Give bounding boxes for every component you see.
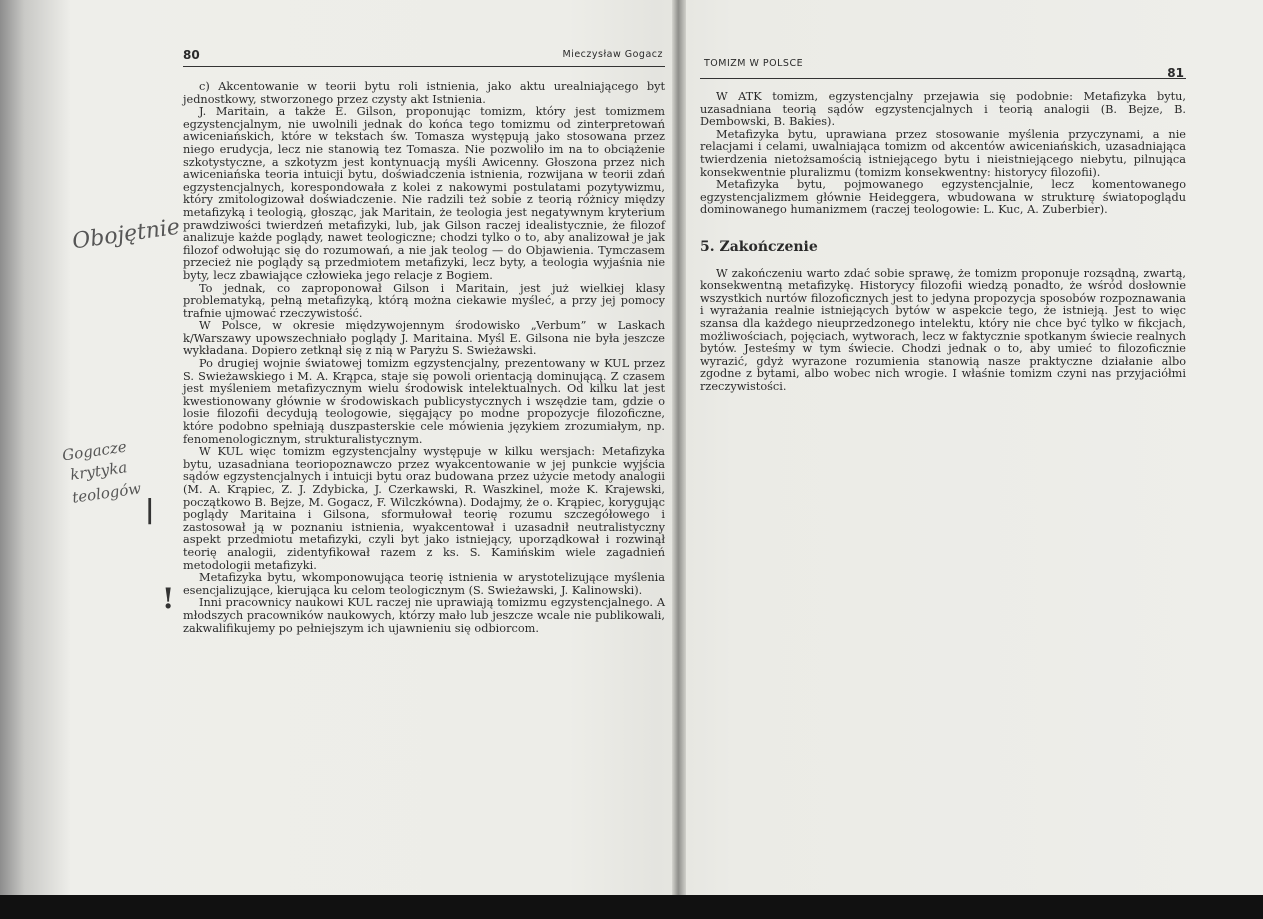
margin-note: Obojętnie bbox=[70, 214, 182, 255]
right-page bbox=[700, 52, 1186, 393]
right-running-head: TOMIZM W POLSCE bbox=[704, 58, 804, 69]
scan-bottom-border bbox=[0, 895, 1263, 919]
left-running-head: Mieczysław Gogacz bbox=[562, 49, 663, 60]
left-page-body bbox=[183, 81, 665, 635]
left-paragraph: J. Maritain, a także E. Gilson, proponując tomizm, który jest tomizmem egzystencjalnym, nie uwolnili jednak do końca tego tomizmu od zinterpretowań awiceniańskich, które w tekstach św. Tomasza występują jako stosowana przez niego erudycja, lecz nie stanowią tez Tomasza. Nie pozwoliło im na to obciążenie szkotystyczne, a szkotyzm jest kontynuacją myśli Awicenny. Głoszona przez nich awiceniańska teoria intuicji bytu, doświadczenia istnienia, rozwijana w teorii zdań egzystencjalnych, korespondowała z kolei z nakowymi postulatami pozytywizmu, który zmitologizował doświadczenie. Nie radzili też sobie z teorią różnicy między metafizyką i teologią, głosząc, jak Maritain, że teologia jest negatywnym kryterium prawdziwości twierdzeń metafizyki, lub, jak Gilson raczej idealistycznie, że filozof analizuje każde poglądy, nawet teologiczne; chodzi tylko o to, aby analizował je jak filozof odwołując się do rozumowań, a nie jak teolog — do Objawienia. Tymczasem przecież nie poglądy są przedmiotem metafizyki, lecz byty, a teologia wyjaśnia nie byty, lecz zbawiające człowieka jego relacje z Bogiem. bbox=[183, 105, 665, 282]
left-page bbox=[183, 40, 665, 635]
section-title: 5. Zakończenie bbox=[700, 238, 818, 255]
book-edge-shadow bbox=[0, 0, 70, 895]
margin-note: teologów bbox=[71, 479, 143, 507]
left-page-number: 80 bbox=[183, 48, 200, 62]
left-page-header bbox=[183, 40, 665, 67]
left-paragraph: W KUL więc tomizm egzystencjalny występuje w kilku wersjach: Metafizyka bytu, uzasadniana teoriopoznawczo przez wyakcentowanie w jej punkcie wyjścia sądów egzystencjalnych i intuicji bytu oraz budowana przez użycie metody analogii (M. A. Krąpiec, Z. J. Zdybicka, J. Czerkawski, R. Waszkinel, może K. Krajewski, początkowo B. Bejze, M. Gogacz, F. Wilczkówna). Dodajmy, że o. Krąpiec, korygując poglądy Maritaina i Gilsona, sformułował teorię rozumu szczegółowego i zastosował ją w poznaniu istnienia, wyakcentował i uzasadnił neutralistyczny aspekt przedmiotu metafizyki, czyli byt jako istniejący, uporządkował i rozwinął teorię analogii, zidentyfikował razem z ks. S. Kamińskim wiele zagadnień metodologii metafizyki. bbox=[183, 445, 665, 572]
left-paragraph: Inni pracownicy naukowi KUL raczej nie uprawiają tomizmu egzystencjalnego. A młodszych pracowników naukowych, którzy mało lub jeszcze wcale nie publikowali, zakwalifikujemy po pełniejszym ich ujawnieniu się odbiorcom. bbox=[183, 596, 665, 635]
right-paragraph: Metafizyka bytu, pojmowanego egzystencjalnie, lecz komentowanego egzystencjalizmem głównie Heideggera, wbudowana w strukturę światopoglądu dominowanego humanizmem (raczej teologowie: L. Kuc, A. Zuberbier). bbox=[700, 178, 1186, 217]
right-paragraph: W ATK tomizm, egzystencjalny przejawia się podobnie: Metafizyka bytu, uzasadniana teorią sądów egzystencjalnych i teorią analogii (B. Bejze, B. Dembowski, B. Bakies). bbox=[700, 90, 1186, 129]
left-paragraph: W Polsce, w okresie międzywojennym środowisko „Verbum” w Laskach k/Warszawy upowszechniało poglądy J. Maritaina. Myśl E. Gilsona nie była jeszcze wykładana. Dopiero zetknął się z nią w Paryżu S. Swieżawski. bbox=[183, 319, 665, 358]
margin-bar-mark: | bbox=[145, 495, 155, 525]
margin-exclamation-mark: ! bbox=[162, 582, 175, 615]
margin-note: krytyka bbox=[69, 458, 129, 484]
left-paragraph: Po drugiej wojnie światowej tomizm egzystencjalny, prezentowany w KUL przez S. Swieżawskiego i M. A. Krąpca, staje się powoli orientacją dominującą. Z czasem jest myśleniem metafizycznym wielu środowisk intelektualnych. Od kilku lat jest kwestionowany głównie w środowiskach publicystycznych i wszędzie tam, gdzie o losie filozofii decydują teologowie, sięgający po modne propozycje filozoficzne, które podobno spełniają duszpasterskie cele mówienia językiem zrozumiałym, np. fenomenologicznym, strukturalistycznym. bbox=[183, 357, 665, 446]
left-paragraph: c) Akcentowanie w teorii bytu roli istnienia, jako aktu urealniającego byt jednostkowy, stworzonego przez czysty akt Istnienia. bbox=[183, 80, 665, 106]
book-gutter bbox=[672, 0, 686, 895]
right-page-body bbox=[700, 91, 1186, 393]
right-paragraph: W zakończeniu warto zdać sobie sprawę, że tomizm proponuje rozsądną, zwartą, konsekwentną metafizykę. Historycy filozofii wiedzą ponadto, że wśród dosłownie wszystkich nurtów filozoficznych jest to jedyna propozycja sposobów rozpoznawania i wyrażania realnie istniejących bytów w aspekcie tego, że istnieją. Jest to więc szansa dla każdego nieuprzedzonego intelektu, który nie chce być tylko w fikcjach, możliwościach, pojęciach, wytworach, lecz w faktycznie spotkanym świecie realnych bytów. Jesteśmy w tym świecie. Chodzi jednak o to, aby umieć to filozoficznie wyrazić, gdyż wyrazone rozumienia stanowią nasze praktyczne działanie albo zgodne z bytami, albo wobec nich wrogie. I właśnie tomizm czyni nas przyjaciółmi rzeczywistości. bbox=[700, 266, 1186, 393]
left-paragraph: To jednak, co zaproponował Gilson i Maritain, jest już wielkiej klasy problematyką, pełną metafizyką, którą można ciekawie myśleć, a przy jej pomocy trafnie ujmować rzeczywistość. bbox=[183, 281, 665, 320]
left-paragraph: Metafizyka bytu, wkomponowująca teorię istnienia w arystotelizujące myślenia esencjalizujące, kierująca ku celom teologicznym (S. Swieżawski, J. Kalinowski). bbox=[183, 571, 665, 597]
right-page-number: 81 bbox=[1167, 66, 1184, 80]
right-page-header bbox=[700, 52, 1186, 79]
margin-note: Gogacze bbox=[61, 437, 128, 465]
right-paragraph: Metafizyka bytu, uprawiana przez stosowanie myślenia przyczynami, a nie relacjami i celami, uwalniająca tomizm od akcentów awiceniańskich, uzasadniająca twierdzenia nietożsamością istniejącego bytu i nieistniejącego niebytu, pilnująca konsekwentnie pluralizmu (tomizm konsekwentny: historycy filozofii). bbox=[700, 127, 1186, 179]
